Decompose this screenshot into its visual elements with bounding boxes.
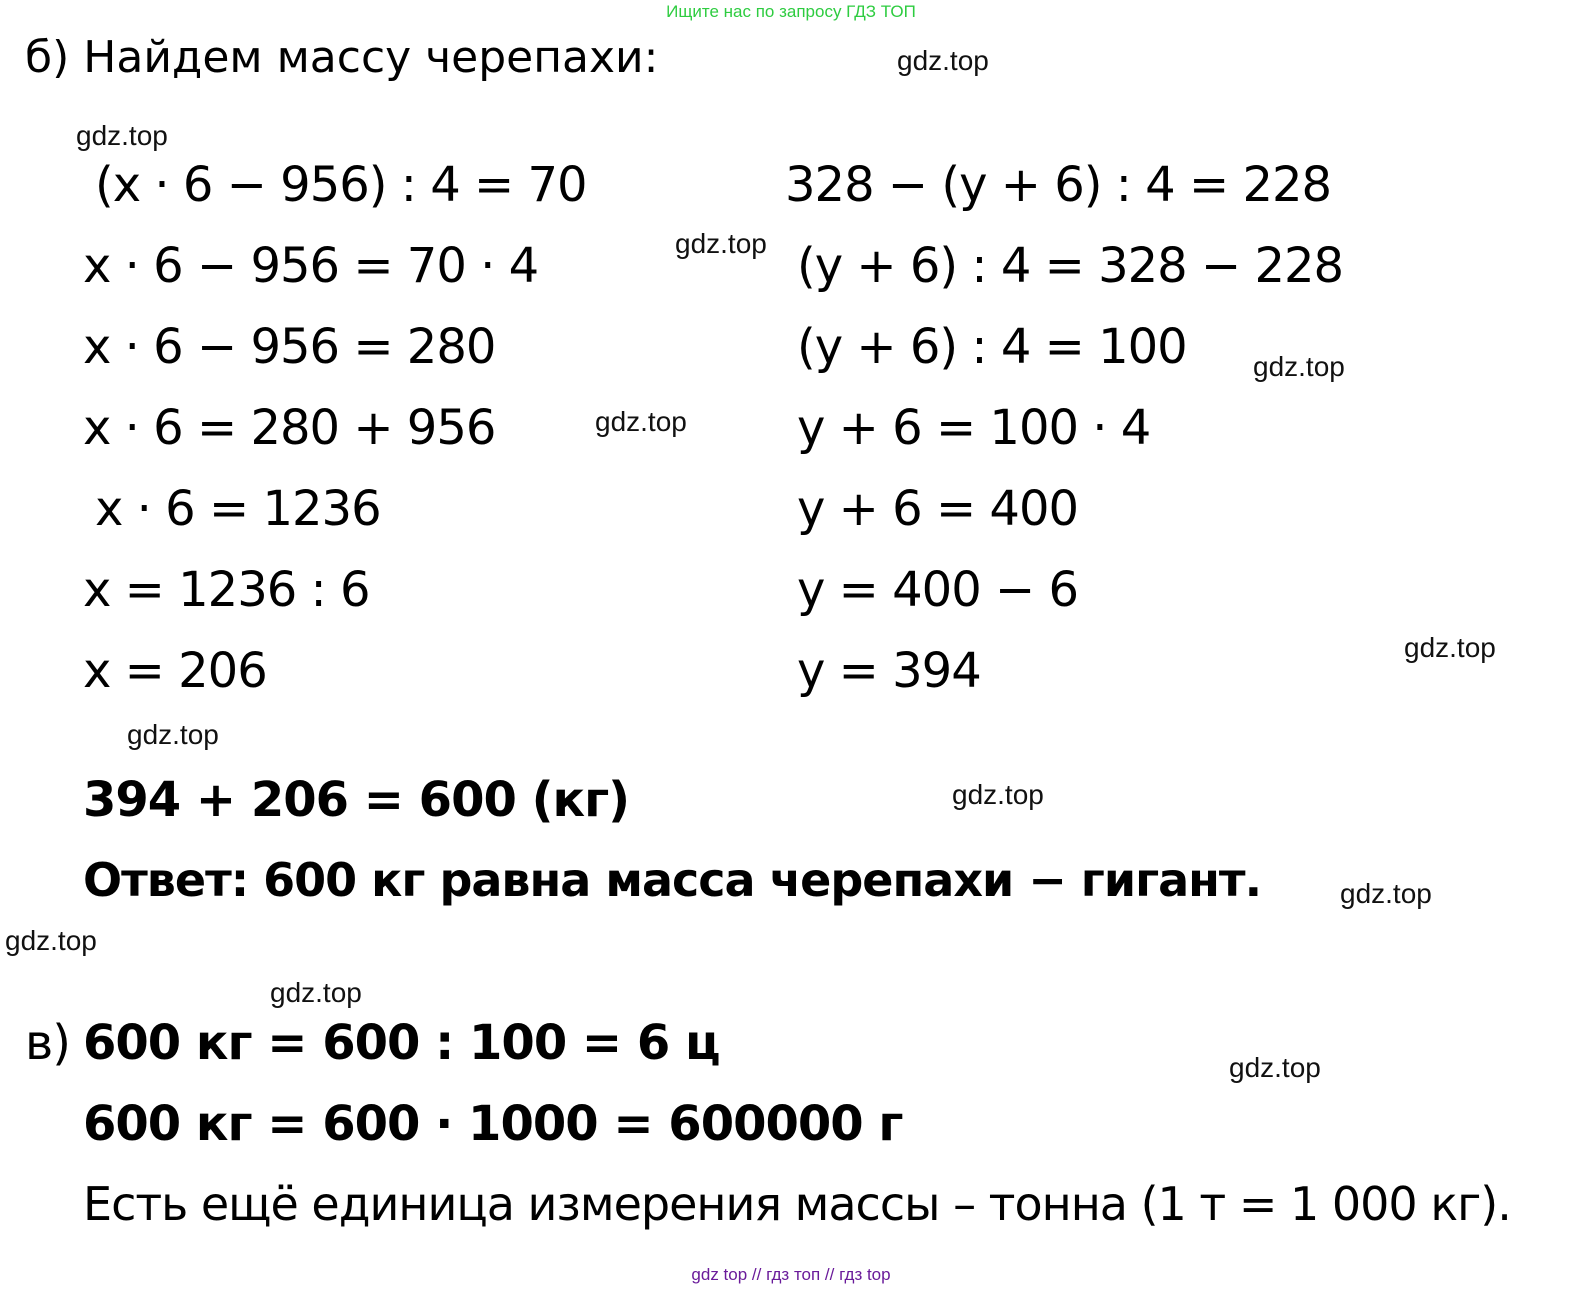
watermark: gdz.top: [1404, 632, 1496, 663]
right-equation-7: y = 394: [797, 643, 981, 699]
search-banner: Ищите нас по запросу ГДЗ ТОП: [666, 2, 916, 21]
watermark: gdz.top: [1340, 878, 1432, 909]
left-equation-5: x · 6 = 1236: [95, 481, 381, 537]
left-equation-1: (x · 6 − 956) : 4 = 70: [95, 157, 587, 213]
watermark: gdz.top: [952, 779, 1044, 810]
left-equation-6: x = 1236 : 6: [83, 562, 370, 618]
watermark: gdz.top: [595, 406, 687, 437]
watermark: gdz.top: [270, 977, 362, 1008]
right-equation-1: 328 − (y + 6) : 4 = 228: [785, 157, 1332, 213]
sum-equation: 394 + 206 = 600 (кг): [83, 772, 630, 828]
right-equation-6: y = 400 − 6: [797, 562, 1079, 618]
right-equation-4: y + 6 = 100 · 4: [797, 400, 1151, 456]
left-equation-3: x · 6 − 956 = 280: [83, 319, 496, 375]
section-b-heading: б) Найдем массу черепахи:: [25, 32, 659, 83]
watermark: gdz.top: [76, 120, 168, 151]
left-equation-4: x · 6 = 280 + 956: [83, 400, 496, 456]
right-equation-3: (y + 6) : 4 = 100: [797, 319, 1187, 375]
watermark: gdz.top: [127, 719, 219, 750]
tonne-note: Есть ещё единица измерения массы – тонна (1 т = 1 000 кг).: [83, 1177, 1511, 1231]
watermark: gdz.top: [897, 45, 989, 76]
conversion-centner: 600 кг = 600 : 100 = 6 ц: [83, 1015, 720, 1071]
watermark: gdz.top: [675, 228, 767, 259]
left-equation-2: x · 6 − 956 = 70 · 4: [83, 238, 539, 294]
answer-text: Ответ: 600 кг равна масса черепахи − гигант.: [83, 853, 1262, 907]
watermark: gdz.top: [1253, 351, 1345, 382]
watermark: gdz.top: [1229, 1052, 1321, 1083]
conversion-grams: 600 кг = 600 · 1000 = 600000 г: [83, 1096, 903, 1152]
left-equation-7: x = 206: [83, 643, 267, 699]
right-equation-2: (y + 6) : 4 = 328 − 228: [797, 238, 1344, 294]
watermark: gdz.top: [5, 925, 97, 956]
footer-caption: gdz top // гдз топ // гдз top: [691, 1265, 891, 1284]
right-equation-5: y + 6 = 400: [797, 481, 1079, 537]
section-v-prefix: в): [25, 1015, 71, 1071]
